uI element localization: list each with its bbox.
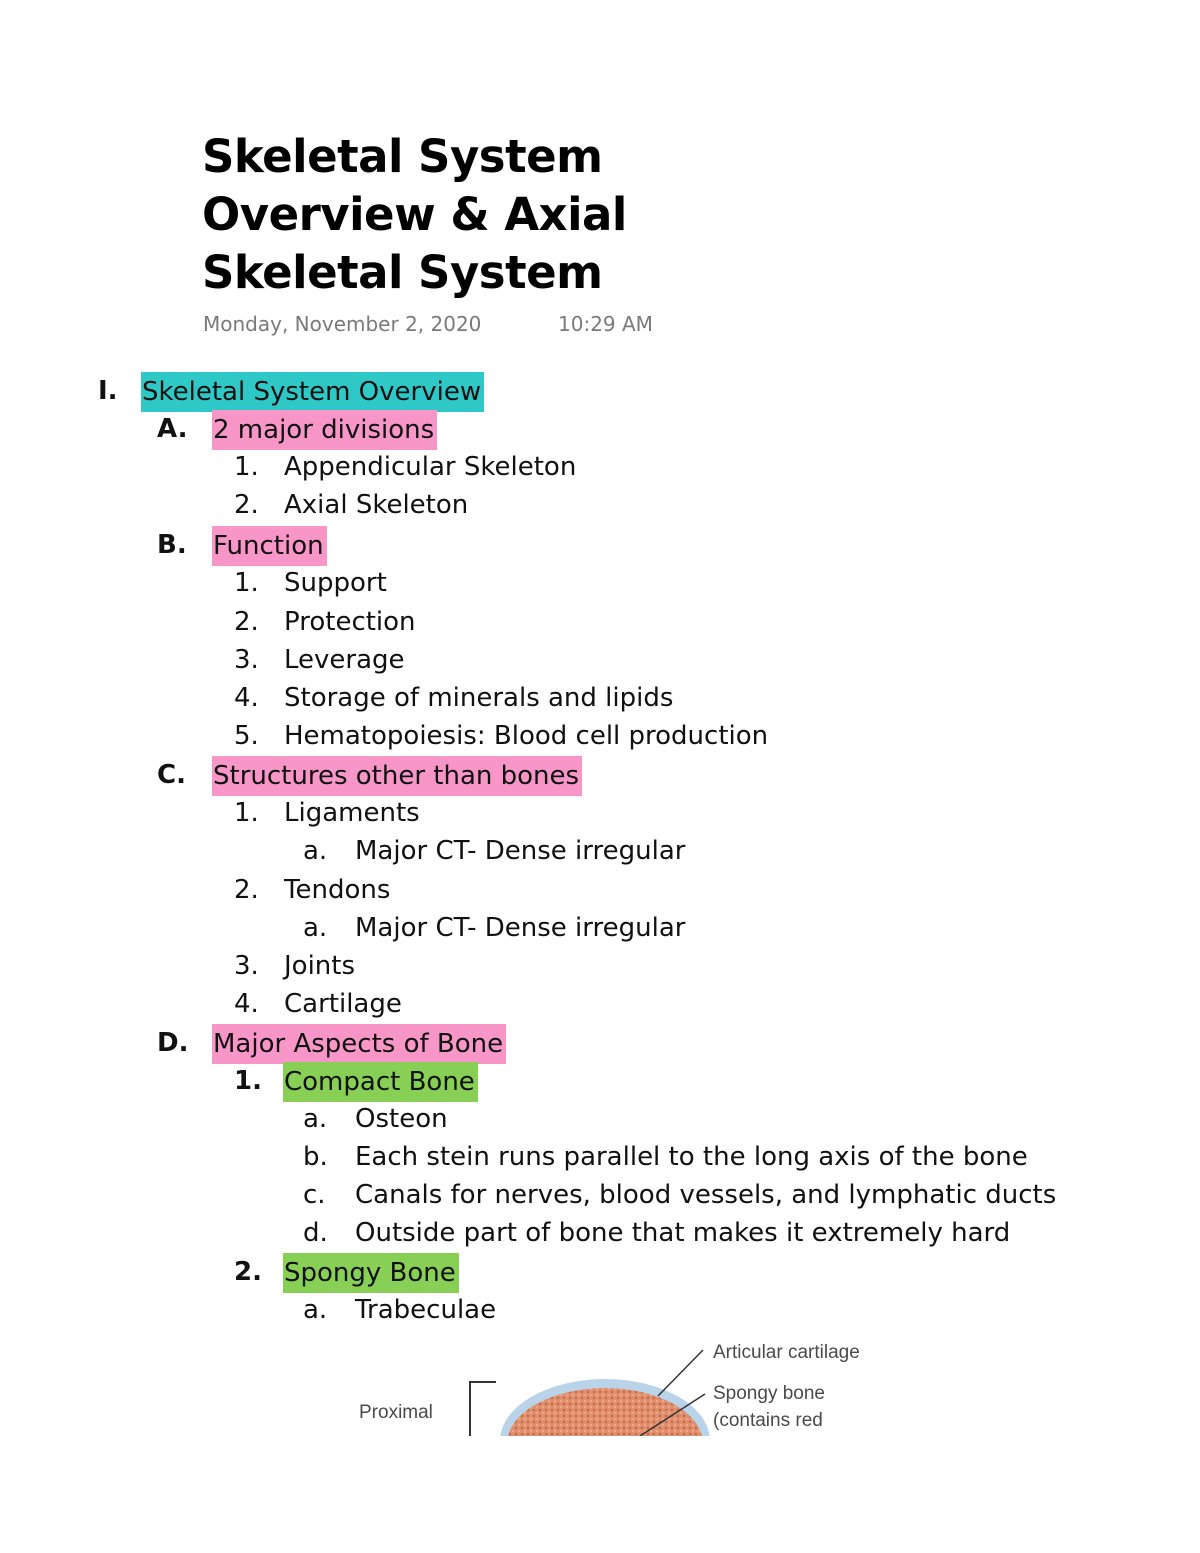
section-heading-skeletal-overview: Skeletal System Overview	[141, 372, 484, 412]
note-date: Monday, November 2, 2020	[203, 312, 482, 336]
subsection-heading-function: Function	[212, 526, 327, 566]
leader-line	[658, 1350, 703, 1396]
label-proximal: Proximal	[359, 1402, 433, 1423]
title-line-2: Overview & Axial	[202, 188, 627, 241]
label-spongy-bone: Spongy bone	[713, 1383, 825, 1404]
list-marker: 1.	[234, 1066, 262, 1096]
subsection-heading-structures: Structures other than bones	[212, 756, 582, 796]
bracket-line	[470, 1382, 496, 1436]
label-contains-red: (contains red	[713, 1410, 823, 1431]
title-line-3: Skeletal System	[202, 246, 603, 299]
list-marker: 2.	[234, 1257, 262, 1287]
list-marker: D.	[157, 1028, 189, 1058]
list-marker: I.	[98, 376, 118, 406]
list-marker: B.	[157, 530, 187, 560]
list-marker: A.	[157, 414, 188, 444]
page-title	[202, 128, 627, 302]
label-articular-cartilage: Articular cartilage	[713, 1342, 860, 1363]
note-time: 10:29 AM	[558, 312, 653, 336]
list-marker: C.	[157, 760, 186, 790]
bone-type-heading-spongy: Spongy Bone	[283, 1253, 459, 1293]
title-line-1: Skeletal System	[202, 130, 603, 183]
bone-diagram	[340, 1336, 900, 1436]
subsection-heading-major-divisions: 2 major divisions	[212, 410, 437, 450]
bone-type-heading-compact: Compact Bone	[283, 1062, 478, 1102]
subsection-heading-major-aspects: Major Aspects of Bone	[212, 1024, 506, 1064]
